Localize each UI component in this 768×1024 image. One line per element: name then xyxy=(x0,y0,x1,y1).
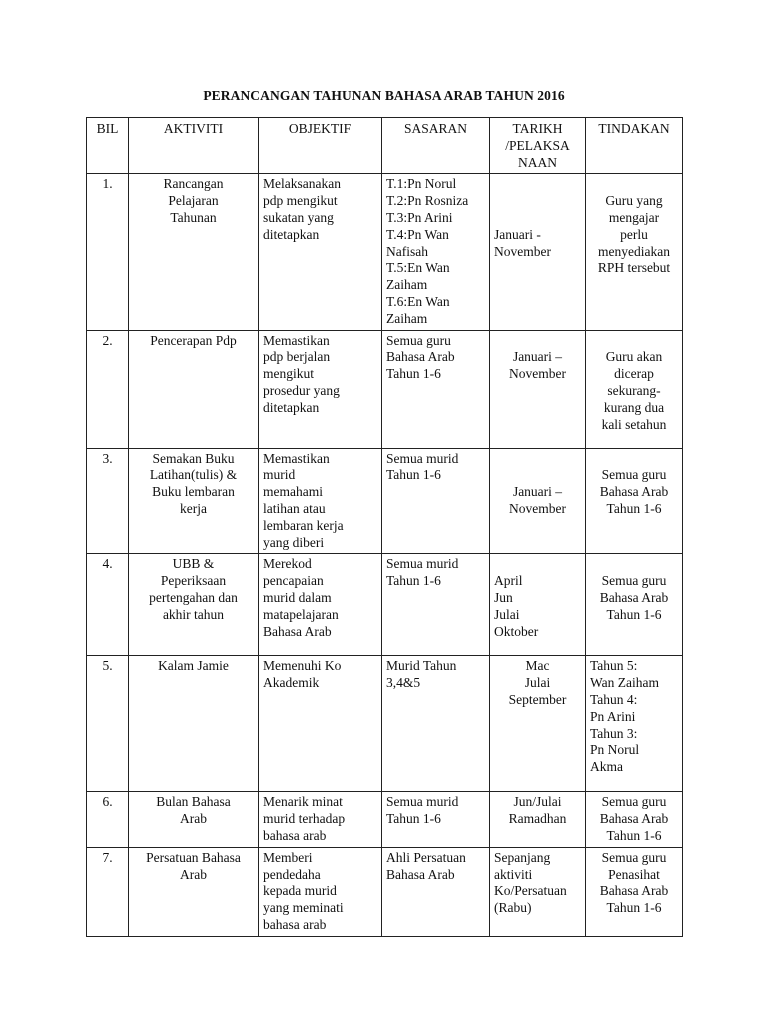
cell-aktiviti: Pencerapan Pdp xyxy=(129,330,259,448)
cell-tindakan: Guru yang mengajar perlu menyediakan RPH tersebut xyxy=(586,174,683,330)
cell-objektif: Memastikan murid memahami latihan atau lembaran kerja yang diberi xyxy=(259,448,382,554)
cell-sasaran: Semua murid Tahun 1-6 xyxy=(382,792,490,847)
cell-tarikh: Januari – November xyxy=(490,330,586,448)
cell-tarikh: Sepanjang aktiviti Ko/Persatuan (Rabu) xyxy=(490,847,586,936)
header-objektif: OBJEKTIF xyxy=(259,118,382,174)
cell-bil: 2. xyxy=(87,330,129,448)
cell-objektif: Memberi pendedaha kepada murid yang meminati bahasa arab xyxy=(259,847,382,936)
cell-aktiviti: Kalam Jamie xyxy=(129,656,259,792)
cell-sasaran: Semua guru Bahasa Arab Tahun 1-6 xyxy=(382,330,490,448)
table-row xyxy=(87,330,683,448)
cell-objektif: Merekod pencapaian murid dalam matapelajaran Bahasa Arab xyxy=(259,554,382,656)
cell-tarikh: Mac Julai September xyxy=(490,656,586,792)
cell-tindakan: Tahun 5: Wan Zaiham Tahun 4: Pn Arini Tahun 3: Pn Norul Akma xyxy=(586,656,683,792)
table-row xyxy=(87,847,683,936)
cell-tarikh: Januari – November xyxy=(490,448,586,554)
header-tindakan: TINDAKAN xyxy=(586,118,683,174)
header-aktiviti: AKTIVITI xyxy=(129,118,259,174)
table-row xyxy=(87,554,683,656)
cell-bil: 4. xyxy=(87,554,129,656)
cell-tindakan: Semua guru Penasihat Bahasa Arab Tahun 1-6 xyxy=(586,847,683,936)
cell-bil: 6. xyxy=(87,792,129,847)
cell-tarikh: Jun/Julai Ramadhan xyxy=(490,792,586,847)
cell-tindakan: Semua guru Bahasa Arab Tahun 1-6 xyxy=(586,448,683,554)
cell-aktiviti: Persatuan Bahasa Arab xyxy=(129,847,259,936)
cell-sasaran: Semua murid Tahun 1-6 xyxy=(382,554,490,656)
table-header-row xyxy=(87,118,683,174)
cell-tarikh: April Jun Julai Oktober xyxy=(490,554,586,656)
cell-sasaran: Ahli Persatuan Bahasa Arab xyxy=(382,847,490,936)
cell-sasaran: Semua murid Tahun 1-6 xyxy=(382,448,490,554)
header-tarikh: TARIKH /PELAKSA NAAN xyxy=(490,118,586,174)
cell-bil: 5. xyxy=(87,656,129,792)
table-row xyxy=(87,448,683,554)
table-row xyxy=(87,174,683,330)
cell-aktiviti: Semakan Buku Latihan(tulis) & Buku lembaran kerja xyxy=(129,448,259,554)
cell-objektif: Memastikan pdp berjalan mengikut prosedur yang ditetapkan xyxy=(259,330,382,448)
cell-objektif: Menarik minat murid terhadap bahasa arab xyxy=(259,792,382,847)
header-bil: BIL xyxy=(87,118,129,174)
header-sasaran: SASARAN xyxy=(382,118,490,174)
cell-sasaran: T.1:Pn Norul T.2:Pn Rosniza T.3:Pn Arini T.4:Pn Wan Nafisah T.5:En Wan Zaiham T.6:En Wan Zaiham xyxy=(382,174,490,330)
cell-tindakan: Guru akan dicerap sekurang- kurang dua kali setahun xyxy=(586,330,683,448)
annual-plan-table xyxy=(86,117,683,937)
page-title: PERANCANGAN TAHUNAN BAHASA ARAB TAHUN 2016 xyxy=(203,88,565,103)
cell-tarikh: Januari - November xyxy=(490,174,586,330)
cell-bil: 1. xyxy=(87,174,129,330)
cell-aktiviti: Rancangan Pelajaran Tahunan xyxy=(129,174,259,330)
cell-tindakan: Semua guru Bahasa Arab Tahun 1-6 xyxy=(586,554,683,656)
cell-bil: 7. xyxy=(87,847,129,936)
cell-aktiviti: UBB & Peperiksaan pertengahan dan akhir tahun xyxy=(129,554,259,656)
cell-objektif: Melaksanakan pdp mengikut sukatan yang ditetapkan xyxy=(259,174,382,330)
cell-sasaran: Murid Tahun 3,4&5 xyxy=(382,656,490,792)
cell-aktiviti: Bulan Bahasa Arab xyxy=(129,792,259,847)
cell-objektif: Memenuhi Ko Akademik xyxy=(259,656,382,792)
cell-bil: 3. xyxy=(87,448,129,554)
cell-tindakan: Semua guru Bahasa Arab Tahun 1-6 xyxy=(586,792,683,847)
table-row xyxy=(87,792,683,847)
table-row xyxy=(87,656,683,792)
